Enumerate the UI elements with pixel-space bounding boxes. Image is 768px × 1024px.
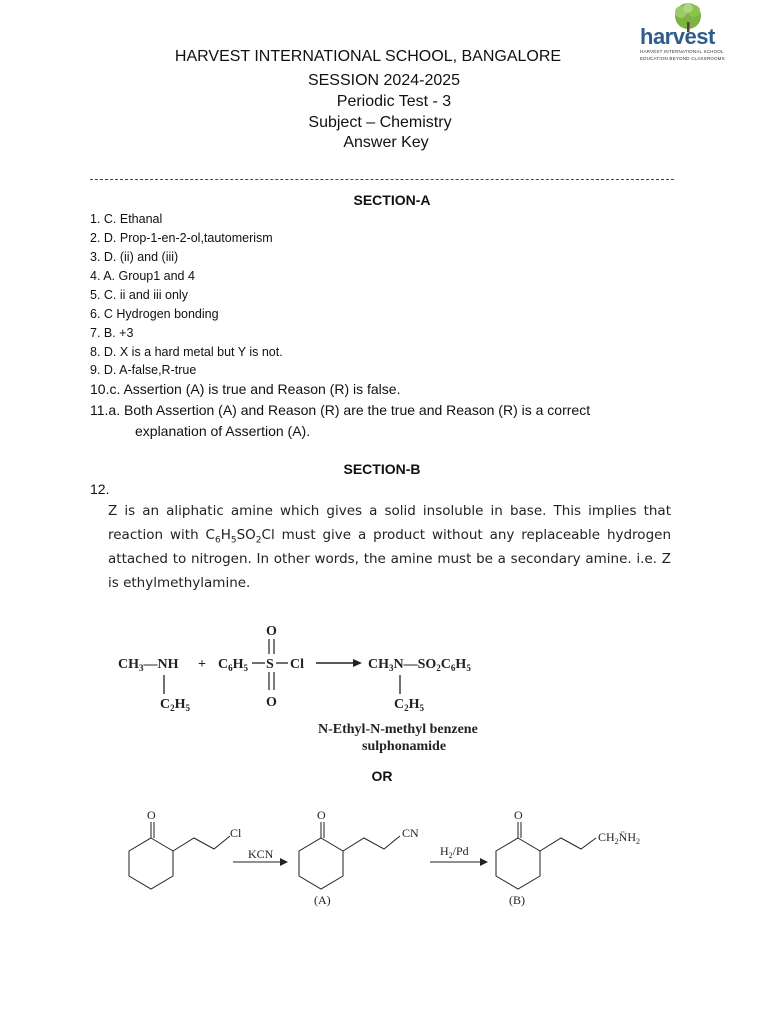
amine-ethyl: $C_2H_5$ xyxy=(160,697,191,713)
section-a-title: SECTION-A xyxy=(353,192,431,208)
divider xyxy=(90,179,674,180)
oxygen-top: O xyxy=(266,624,277,639)
explanation-paragraph xyxy=(108,499,671,595)
logo-brand: harvest xyxy=(640,24,715,49)
amine-ch3: $CH_3—NH$ xyxy=(118,657,179,673)
answer-1: 1. C. Ethanal xyxy=(90,212,163,226)
para-h: H xyxy=(220,527,231,543)
ketone-oxygen-2: O xyxy=(317,808,326,822)
section-b-title: SECTION-B xyxy=(343,461,421,477)
ketone-oxygen-1: O xyxy=(147,808,156,822)
subscript: 6 xyxy=(214,535,221,546)
school-name: HARVEST INTERNATIONAL SCHOOL, BANGALORE xyxy=(174,48,562,65)
product-name-line2: sulphonamide xyxy=(362,739,447,754)
answer-10: 10.c. Assertion (A) is true and Reason (R) is false. xyxy=(90,381,401,397)
reagent-chlorine: Cl xyxy=(290,657,304,672)
product-name-line1: N-Ethyl-N-methyl benzene xyxy=(318,722,478,737)
answer-11-cont: explanation of Assertion (A). xyxy=(135,423,311,439)
question-number: 12. xyxy=(90,481,110,497)
product-formula: $CH_3N—SO_2C_6H_5$ xyxy=(368,657,471,673)
amine-group-label: $CH_2N̈H_2$ xyxy=(598,830,641,846)
compound-b-label: (B) xyxy=(509,893,525,907)
answer-11: 11.a. Both Assertion (A) and Reason (R) are the true and Reason (R) is a correct xyxy=(90,402,591,418)
answer-6: 6. C Hydrogen bonding xyxy=(90,307,219,321)
answer-8: 8. D. X is a hard metal but Y is not. xyxy=(90,345,283,359)
logo-line1: HARVEST INTERNATIONAL SCHOOL xyxy=(640,49,724,54)
reaction-1-diagram xyxy=(110,618,530,758)
plus-sign: + xyxy=(198,657,206,672)
reagent-kcn: KCN xyxy=(248,847,274,861)
answer-5: 5. C. ii and iii only xyxy=(90,288,188,302)
answer-2: 2. D. Prop-1-en-2-ol,tautomerism xyxy=(90,231,273,245)
reagent-phenyl: $C_6H_5$ xyxy=(218,657,249,673)
chloride-label: Cl xyxy=(230,826,242,840)
answer-9: 9. D. A-false,R-true xyxy=(90,363,197,377)
para-part-2: Cl must give a product without any replaceable hydrogen attached to nitrogen. In other words, the amine must be a secondary amine. i.e. Z is ethylmethylamine. xyxy=(108,527,671,591)
subscript: 5 xyxy=(230,535,237,546)
or-label: OR xyxy=(371,768,393,784)
answer-7: 7. B. +3 xyxy=(90,326,134,340)
nitrile-label: CN xyxy=(402,826,419,840)
para-part-1: Z is an aliphatic amine which gives a solid insoluble in base. This implies that reaction with C xyxy=(108,503,671,543)
doc-type: Answer Key xyxy=(343,134,429,151)
logo-line2: EDUCATION BEYOND CLASSROOMS xyxy=(640,56,725,61)
answer-4: 4. A. Group1 and 4 xyxy=(90,269,195,283)
reagent-hydrogenation: $H_2/Pd$ xyxy=(440,844,469,860)
test-name: Periodic Test - 3 xyxy=(336,93,452,110)
session: SESSION 2024-2025 xyxy=(307,72,461,89)
ketone-oxygen-3: O xyxy=(514,808,523,822)
product-ethyl: $C_2H_5$ xyxy=(394,697,425,713)
reagent-sulfur: S xyxy=(266,657,274,672)
subscript: 2 xyxy=(255,535,262,546)
compound-a-label: (A) xyxy=(314,893,331,907)
para-so: SO xyxy=(236,527,256,543)
reaction-2-diagram xyxy=(118,800,688,915)
subject: Subject – Chemistry xyxy=(308,114,452,131)
answer-3: 3. D. (ii) and (iii) xyxy=(90,250,179,264)
oxygen-bottom: O xyxy=(266,695,277,710)
